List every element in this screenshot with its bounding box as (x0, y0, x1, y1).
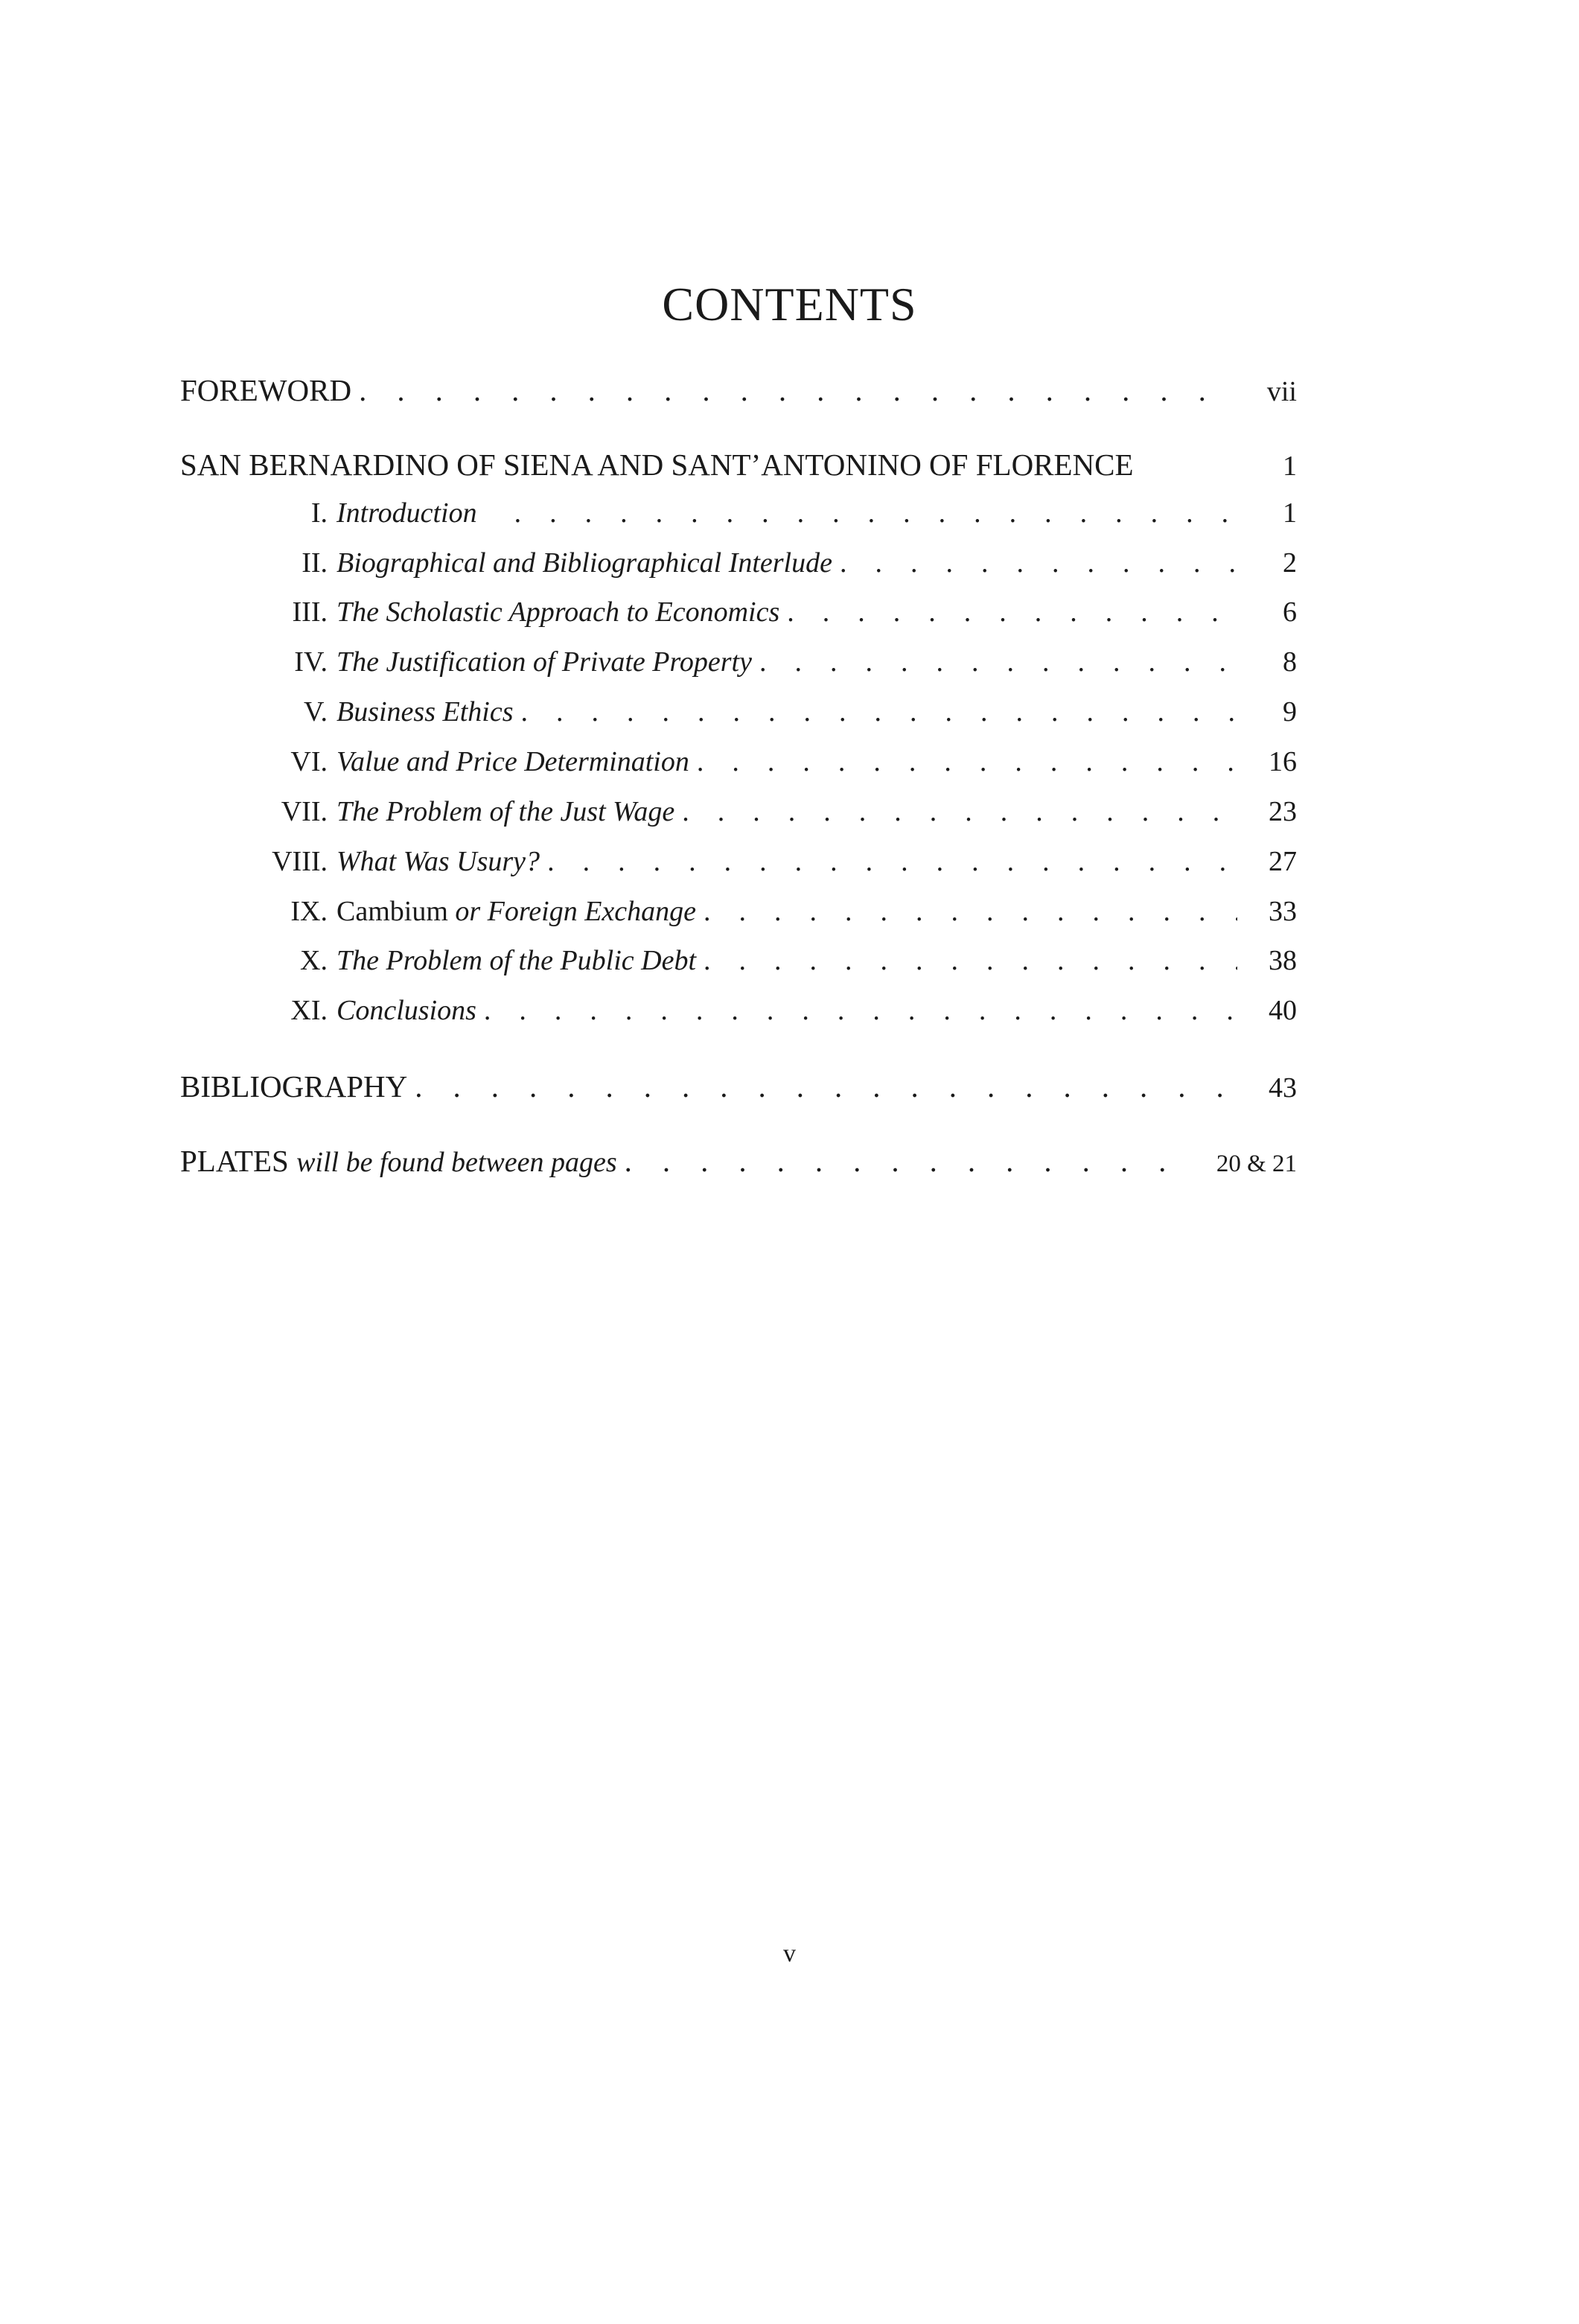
chapter-number: XI. (290, 995, 328, 1026)
toc-entry-chapter-11 (253, 994, 1297, 1039)
toc-entry-chapter-10 (253, 944, 1297, 989)
toc-entry-title: Business Ethics (336, 696, 514, 728)
dot-leader (359, 372, 1237, 408)
toc-entry-title: The Justification of Private Property (336, 646, 752, 678)
toc-entry-plates (180, 1143, 1297, 1188)
dot-leader (682, 795, 1237, 828)
chapter-number: X. (300, 945, 328, 976)
toc-entry-title: The Problem of the Just Wage (336, 796, 675, 827)
toc-page-number: 20 & 21 (1216, 1150, 1297, 1177)
dot-leader (840, 547, 1237, 579)
toc-entry-chapter-7 (253, 795, 1297, 840)
dot-leader (415, 1069, 1237, 1104)
toc-entry-title: Introduction (336, 497, 477, 529)
dot-leader (704, 895, 1237, 928)
toc-entry-title: SAN BERNARDINO OF SIENA AND SANT’ANTONINO OF FLORENCE (180, 448, 1134, 482)
folio-page-number: v (783, 1940, 796, 1967)
toc-entry-chapter-1 (253, 497, 1297, 541)
toc-entry-title: Cambium or Foreign Exchange (336, 896, 697, 927)
toc-entry-bibliography (180, 1069, 1297, 1113)
toc-entry-chapter-8 (253, 845, 1297, 890)
chapter-number: VI. (290, 746, 328, 777)
toc-entry-chapter-4 (253, 646, 1297, 690)
toc-entry-title: What Was Usury? (336, 846, 540, 877)
dot-leader (759, 646, 1237, 678)
toc-entry-title: The Scholastic Approach to Economics (336, 596, 780, 628)
toc-entry-chapter-9 (253, 895, 1297, 940)
toc-page-number: 1 (1283, 451, 1297, 482)
toc-page-number: 9 (1283, 696, 1297, 728)
dot-leader (704, 944, 1237, 977)
page-title: CONTENTS (662, 278, 917, 331)
dot-leader (547, 845, 1237, 878)
toc-page-number: 33 (1269, 896, 1297, 927)
chapter-number: VII. (281, 796, 328, 827)
toc-page-number: 16 (1269, 746, 1297, 777)
toc-entry-title: BIBLIOGRAPHY (180, 1069, 408, 1104)
toc-page-number: 6 (1283, 596, 1297, 628)
toc-entry-chapter-5 (253, 695, 1297, 740)
chapter-number: II. (302, 547, 328, 579)
toc-page-number: 1 (1283, 497, 1297, 529)
chapter-number: VIII. (272, 846, 328, 877)
toc-entry-chapter-2 (253, 547, 1297, 591)
toc-entry-title: Conclusions (336, 995, 476, 1026)
chapter-number: III. (292, 596, 328, 628)
toc-entry-foreword (180, 372, 1297, 417)
toc-entry-title: The Problem of the Public Debt (336, 945, 696, 976)
toc-page-number: vii (1266, 376, 1297, 407)
toc-page-number: 27 (1269, 846, 1297, 877)
dot-leader (625, 1143, 1185, 1179)
dot-leader (520, 695, 1237, 728)
toc-page-number: 38 (1269, 945, 1297, 976)
toc-page-number: 8 (1283, 646, 1297, 678)
chapter-number: IV. (294, 646, 328, 678)
toc-entry-title: PLATES will be found between pages (180, 1144, 617, 1178)
chapter-number: V. (303, 696, 328, 728)
toc-entry-title: Value and Price Determination (336, 746, 689, 777)
toc-entry-title: Biographical and Bibliographical Interlude (336, 547, 832, 579)
dot-leader (484, 994, 1237, 1027)
dot-leader (697, 745, 1237, 778)
toc-page-number: 43 (1269, 1072, 1297, 1104)
chapter-number: IX. (290, 896, 328, 927)
toc-page-number: 23 (1269, 796, 1297, 827)
toc-entry-chapter-6 (253, 745, 1297, 790)
toc-entry-title: FOREWORD (180, 373, 352, 407)
chapter-number: I. (310, 497, 328, 529)
toc-page-number: 2 (1283, 547, 1297, 579)
dot-leader (787, 596, 1237, 628)
toc-entry-chapter-3 (253, 596, 1297, 640)
toc-entry-main-essay (180, 447, 1297, 491)
dot-leader (514, 497, 1237, 529)
toc-page-number: 40 (1269, 995, 1297, 1026)
